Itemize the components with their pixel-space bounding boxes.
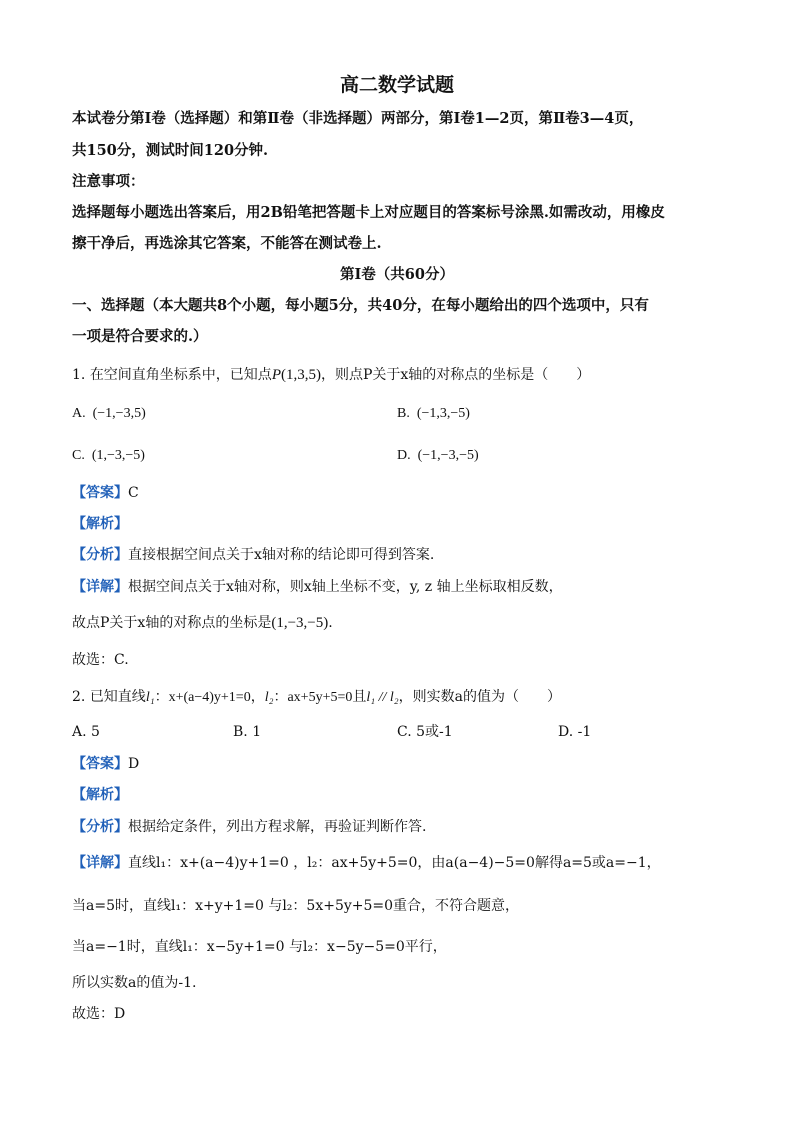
q1-stem-b: ，则点P关于x轴的对称点的坐标是（ ） [320, 367, 591, 383]
q2-xiangjie: 【详解】直线l₁：x+(a−4)y+1=0 ，l₂：ax+5y+5=0，由a(a−4)−5=0解得a=5或a=−1， [72, 855, 661, 871]
q1-analysis-label: 【解析】 [72, 516, 128, 532]
notice-line-1: 选择题每小题选出答案后，用2B铅笔把答题卡上对应题目的答案标号涂黑.如需改动，用橡皮 [72, 204, 665, 221]
q1-fenxi: 【分析】直接根据空间点关于x轴对称的结论即可得到答案. [72, 547, 435, 563]
q1-stem-a: 在空间直角坐标系中，已知点 [89, 367, 272, 383]
q2-result: 所以实数a的值为-1. [72, 975, 197, 991]
page-title: 高二数学试题 [339, 74, 454, 96]
q2-case-2: 当a=−1时，直线l₁：x−5y+1=0 与l₂：x−5y−5=0平行， [72, 939, 447, 955]
q2-choice: 故选：D [72, 1006, 126, 1022]
q2-analysis-label: 【解析】 [72, 787, 128, 803]
q1-choice: 故选：C. [72, 652, 129, 668]
q1-xiangjie: 【详解】根据空间点关于x轴对称，则x轴上坐标不变，y, z 轴上坐标取相反数， [72, 579, 563, 595]
q2-option-d: D. -1 [558, 724, 592, 740]
question-2: 2. 已知直线l₁：x+(a−4)y+1=0，l₂：ax+5y+5=0且l₁ // l₂，则实数a的值为（ ） [72, 689, 562, 705]
q2-answer: 【答案】D [72, 756, 140, 772]
q1-point: P(1,3,5) [271, 367, 321, 383]
q1-answer: 【答案】C [72, 485, 139, 501]
notice-line-2: 擦干净后，再选涂其它答案，不能答在测试卷上. [72, 235, 382, 252]
q1-conclusion: 故点P关于x轴的对称点的坐标是(1,−3,−5). [72, 615, 333, 631]
question-1 [72, 365, 590, 385]
notice-heading: 注意事项： [72, 173, 145, 190]
part-heading: 第Ⅰ卷（共60分） [340, 266, 454, 283]
q2-option-c: C. 5或-1 [397, 724, 453, 740]
section-heading-line-2: 一项是符合要求的.） [72, 328, 208, 345]
q1-option-b: B. (−1,3,−5) [397, 406, 470, 421]
q1-number: 1. [72, 367, 86, 383]
intro-line-1: 本试卷分第Ⅰ卷（选择题）和第Ⅱ卷（非选择题）两部分，第Ⅰ卷1—2页，第Ⅱ卷3—4页， [72, 110, 644, 127]
section-heading-line-1: 一、选择题（本大题共8个小题，每小题5分，共40分，在每小题给出的四个选项中，只有 [72, 297, 649, 314]
q2-case-1: 当a=5时，直线l₁：x+y+1=0 与l₂：5x+5y+5=0重合，不符合题意， [72, 898, 520, 914]
q2-option-a: A. 5 [72, 724, 100, 740]
q1-option-a: A. (−1,−3,5) [72, 406, 146, 421]
intro-line-2: 共150分，测试时间120分钟. [72, 142, 269, 159]
q1-option-c: C. (1,−3,−5) [72, 448, 145, 463]
q2-option-b: B. 1 [233, 724, 262, 740]
q2-fenxi: 【分析】根据给定条件，列出方程求解，再验证判断作答. [72, 819, 427, 835]
q1-option-d: D. (−1,−3,−5) [397, 448, 479, 463]
